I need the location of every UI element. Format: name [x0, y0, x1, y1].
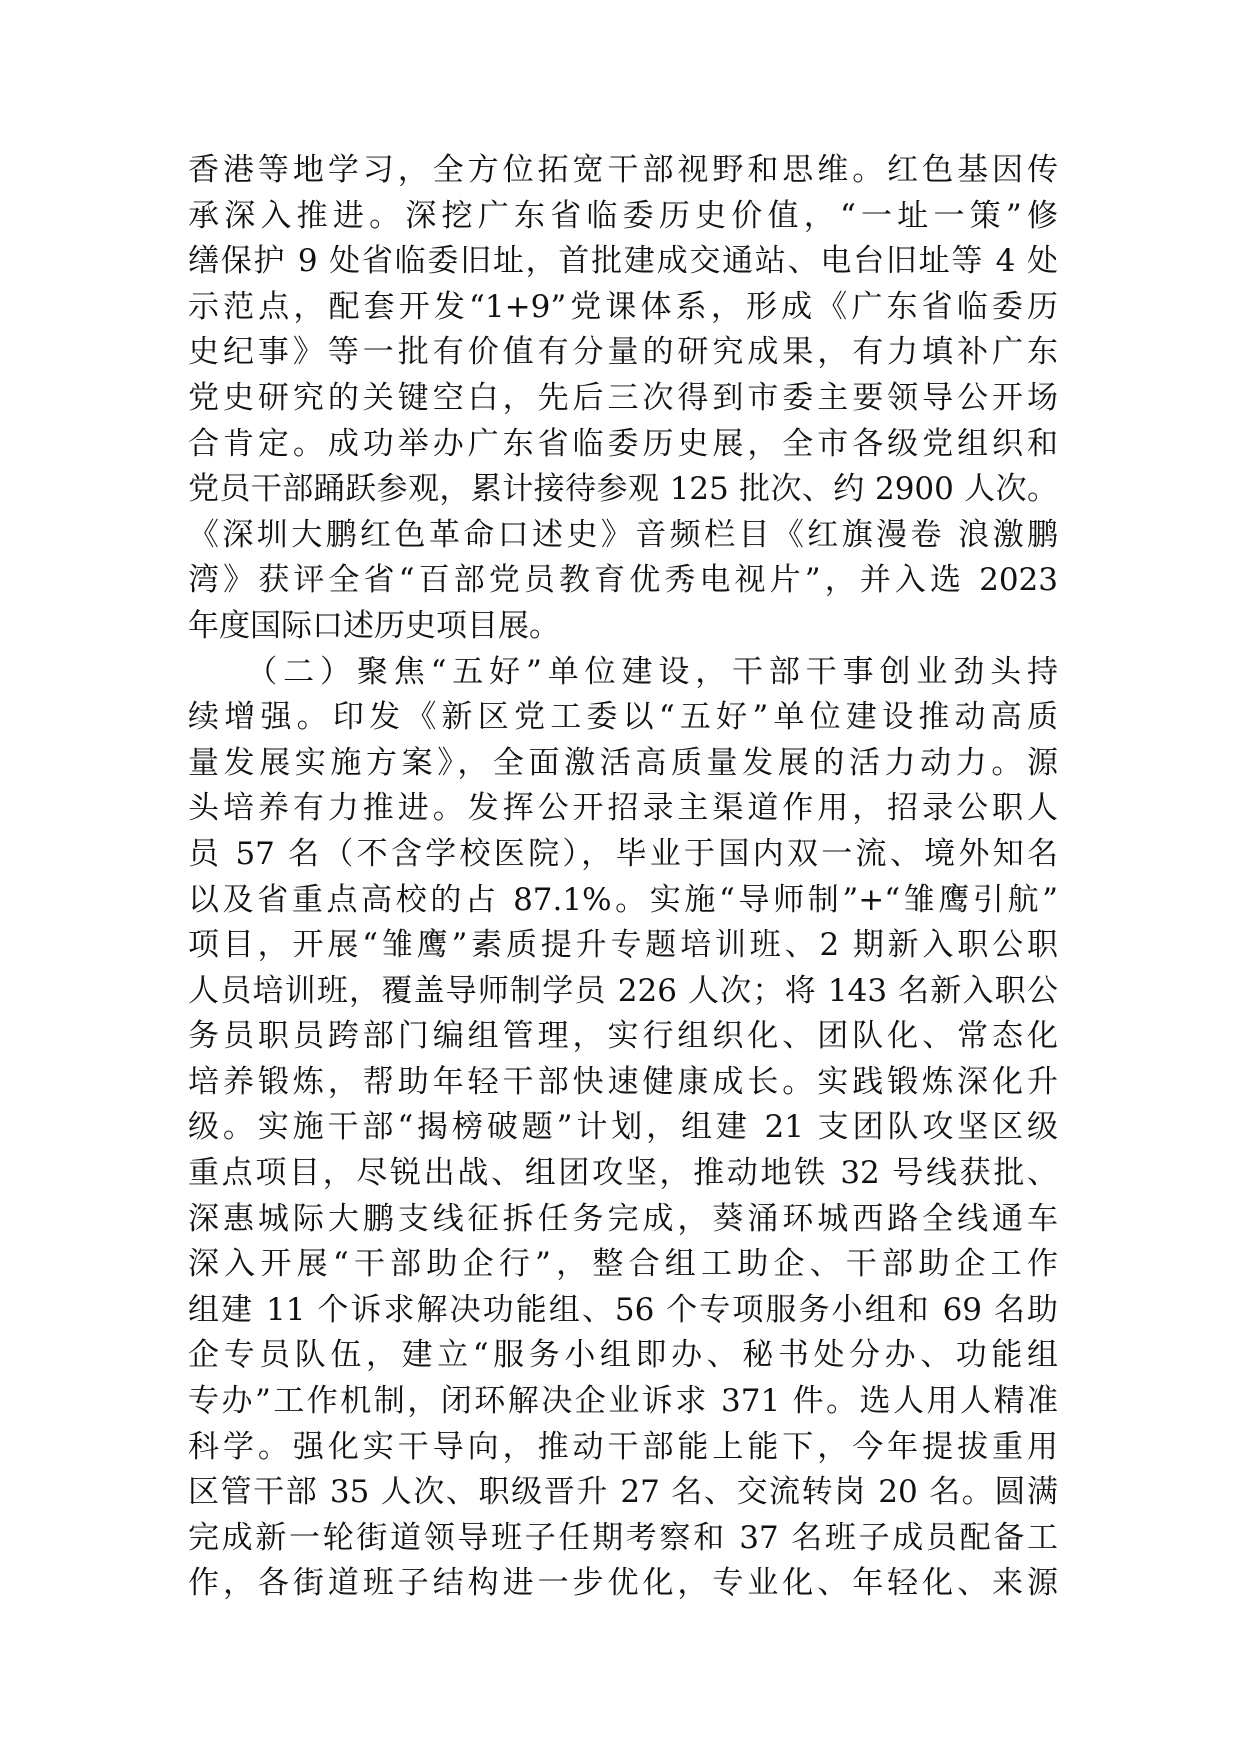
text-line: 重点项目，尽锐出战、组团攻坚，推动地铁 32 号线获批、 — [188, 1155, 1058, 1192]
text-line: 《深圳大鹏红色革命口述史》音频栏目《红旗漫卷 浪激鹏 — [188, 516, 1058, 553]
text-line: 区管干部 35 人次、职级晋升 27 名、交流转岗 20 名。圆满 — [188, 1474, 1058, 1511]
body-text — [188, 148, 1058, 1607]
text-line: 员 57 名（不含学校医院），毕业于国内双一流、境外知名 — [188, 835, 1058, 872]
text-line: 深入开展“干部助企行”，整合组工助企、干部助企工作 — [188, 1246, 1058, 1283]
text-line: 企专员队伍，建立“服务小组即办、秘书处分办、功能组 — [188, 1337, 1058, 1374]
text-line: 党员干部踊跃参观，累计接待参观 125 批次、约 2900 人次。 — [188, 471, 1058, 508]
text-line: 级。实施干部“揭榜破题”计划，组建 21 支团队攻坚区级 — [188, 1109, 1058, 1146]
text-line: 党史研究的关键空白，先后三次得到市委主要领导公开场 — [188, 379, 1058, 416]
text-line: 科学。强化实干导向，推动干部能上能下，今年提拔重用 — [188, 1428, 1058, 1465]
text-line: 合肯定。成功举办广东省临委历史展，全市各级党组织和 — [188, 425, 1058, 462]
text-line: 务员职员跨部门编组管理，实行组织化、团队化、常态化 — [188, 1018, 1058, 1055]
text-line: 续增强。印发《新区党工委以“五好”单位建设推动高质 — [188, 699, 1058, 736]
text-line: 以及省重点高校的占 87.1%。实施“导师制”+“雏鹰引航” — [188, 881, 1058, 918]
text-line: 专办”工作机制，闭环解决企业诉求 371 件。选人用人精准 — [188, 1383, 1058, 1420]
text-line: 项目，开展“雏鹰”素质提升专题培训班、2 期新入职公职 — [188, 927, 1058, 964]
text-line: （二）聚焦“五好”单位建设，干部干事创业劲头持 — [188, 653, 1058, 690]
text-line: 示范点，配套开发“1+9”党课体系，形成《广东省临委历 — [188, 288, 1058, 325]
text-line: 人员培训班，覆盖导师制学员 226 人次；将 143 名新入职公 — [188, 972, 1058, 1009]
text-line: 作，各街道班子结构进一步优化，专业化、年轻化、来源 — [188, 1565, 1058, 1602]
text-line: 湾》获评全省“百部党员教育优秀电视片”，并入选 2023 — [188, 562, 1058, 599]
text-line: 头培养有力推进。发挥公开招录主渠道作用，招录公职人 — [188, 790, 1058, 827]
text-line: 组建 11 个诉求解决功能组、56 个专项服务小组和 69 名助 — [188, 1291, 1058, 1328]
text-line: 史纪事》等一批有价值有分量的研究成果，有力填补广东 — [188, 334, 1058, 371]
text-line: 香港等地学习，全方位拓宽干部视野和思维。红色基因传 — [188, 152, 1058, 188]
text-line: 量发展实施方案》，全面激活高质量发展的活力动力。源 — [188, 744, 1058, 781]
text-line: 承深入推进。深挖广东省临委历史价值，“一址一策”修 — [188, 197, 1058, 234]
text-line: 年度国际口述历史项目展。 — [188, 607, 560, 644]
text-line: 培养锻炼，帮助年轻干部快速健康成长。实践锻炼深化升 — [188, 1063, 1058, 1100]
text-line: 完成新一轮街道领导班子任期考察和 37 名班子成员配备工 — [188, 1519, 1058, 1556]
text-line: 深惠城际大鹏支线征拆任务完成，葵涌环城西路全线通车 — [188, 1200, 1058, 1237]
text-line: 缮保护 9 处省临委旧址，首批建成交通站、电台旧址等 4 处 — [188, 243, 1058, 280]
